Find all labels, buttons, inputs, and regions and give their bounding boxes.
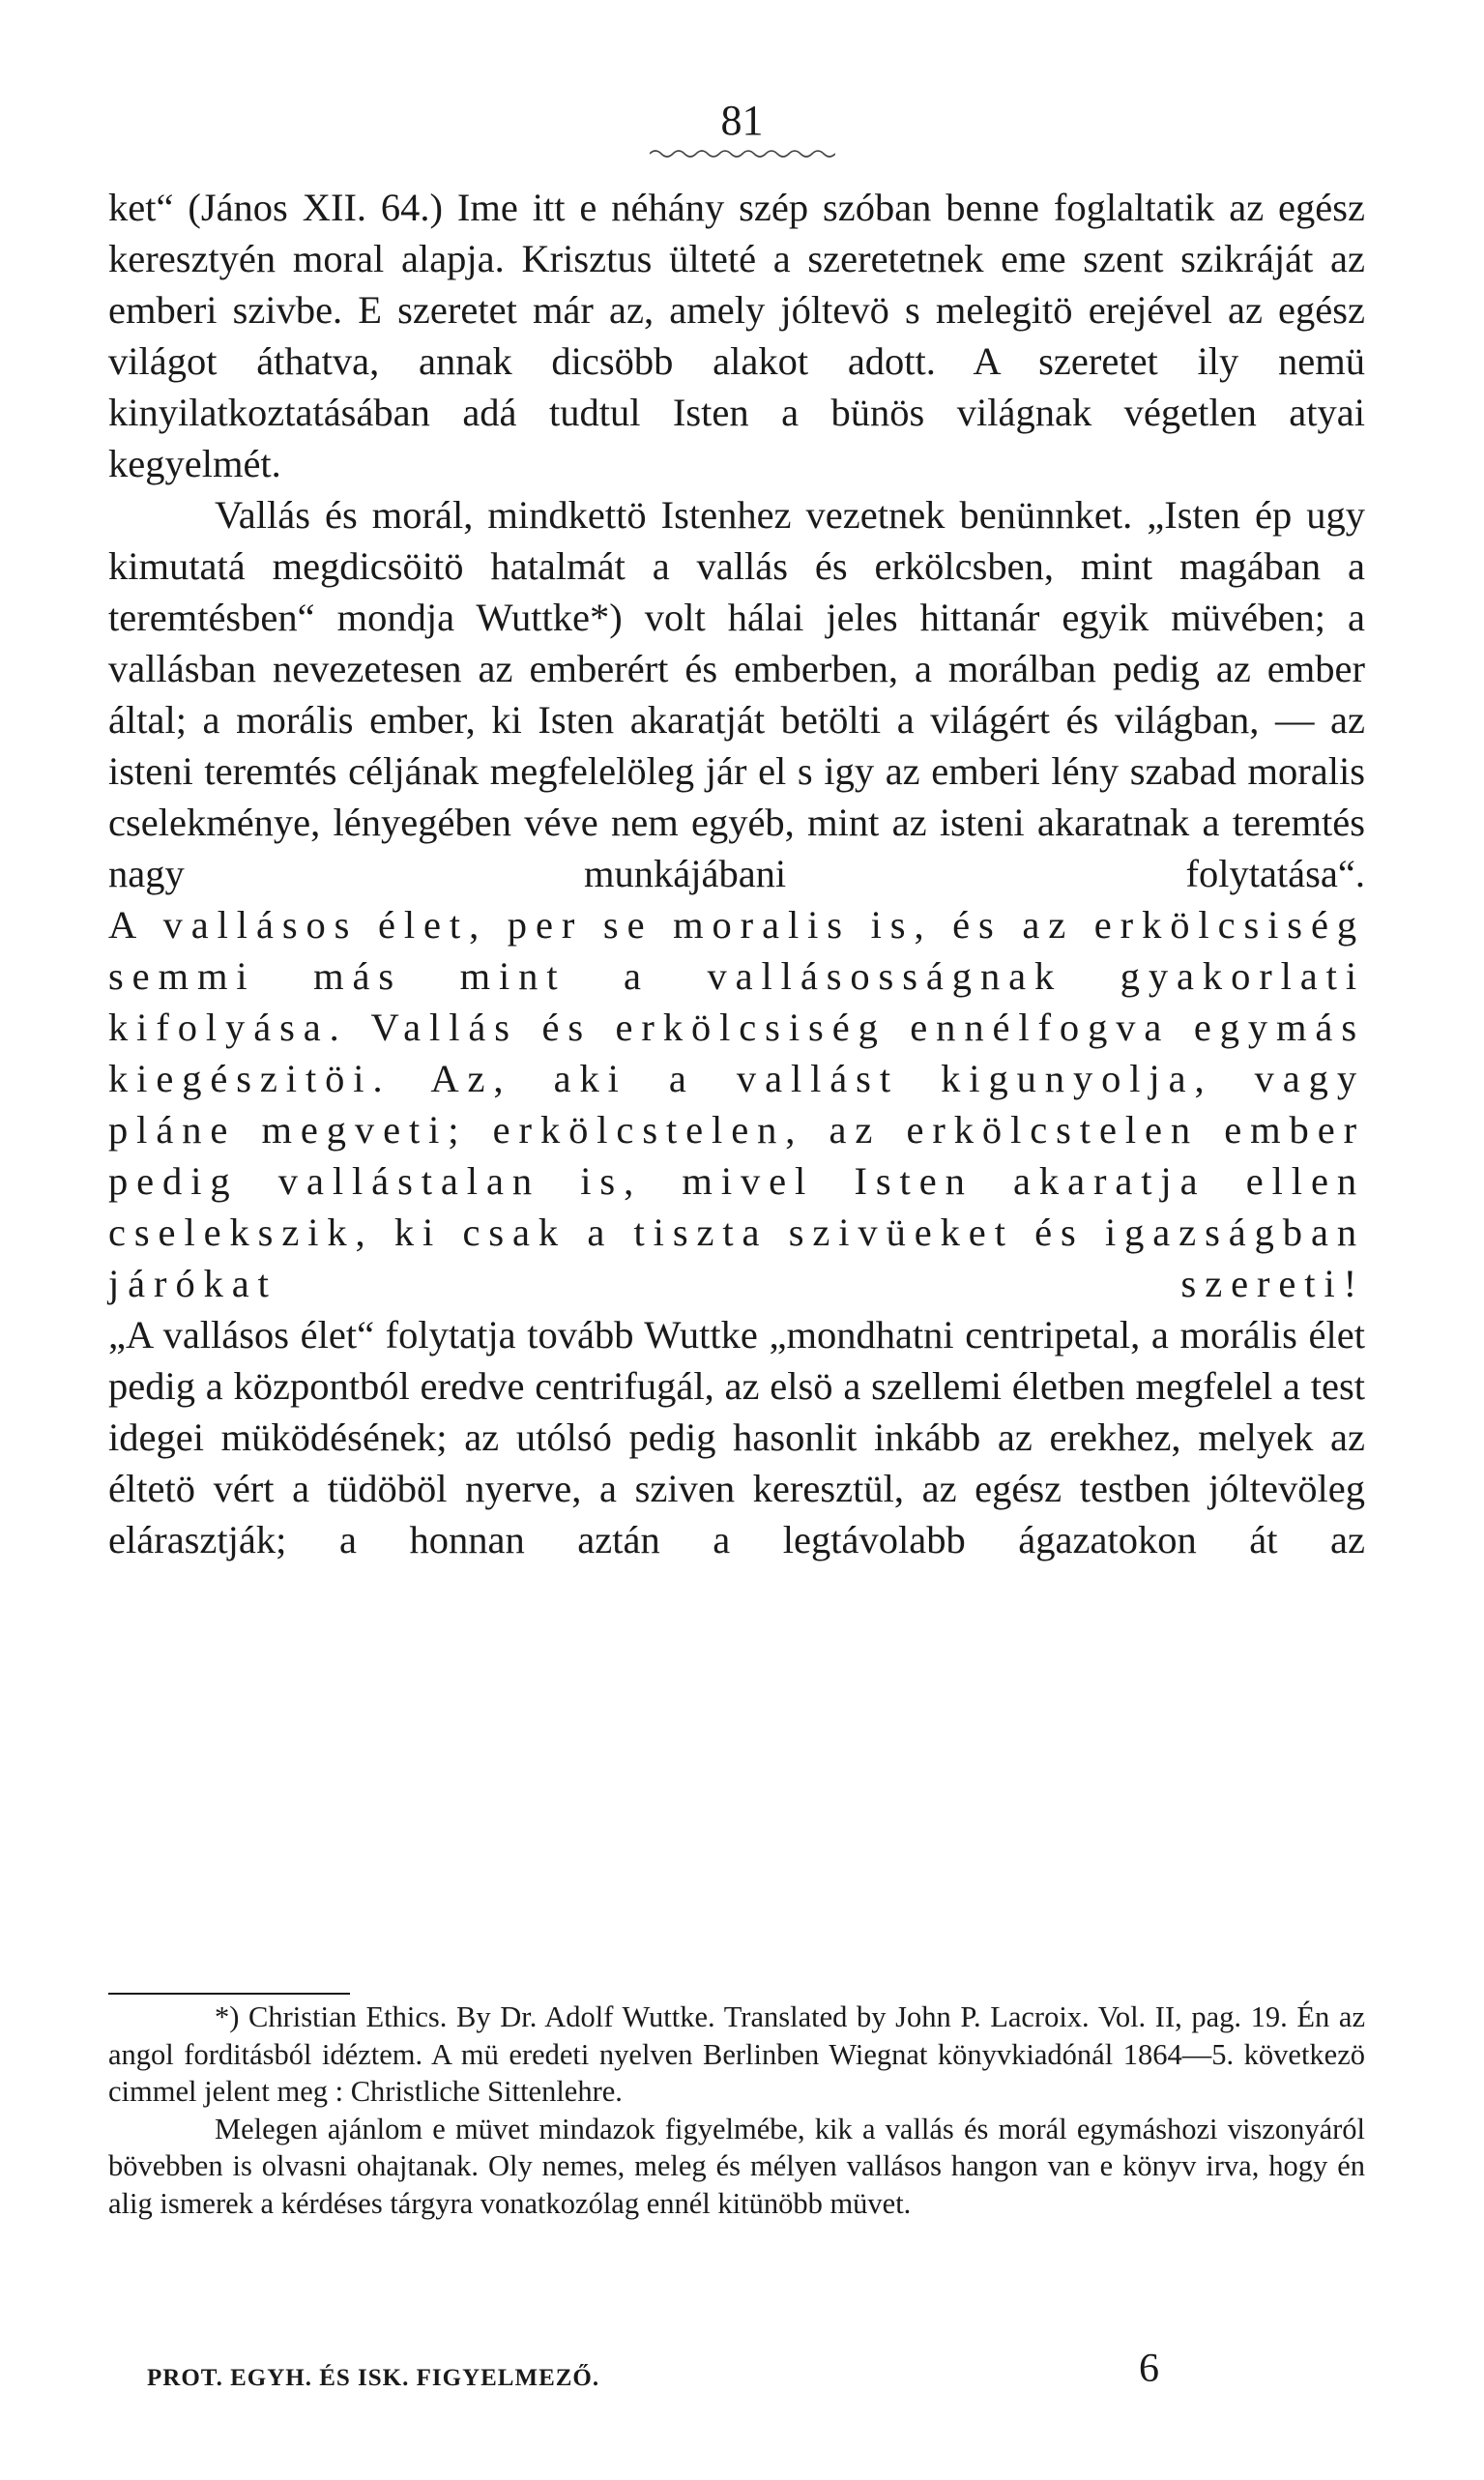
paragraph: A vallásos élet, per se moralis is, és az erkölcsiség semmi más mint a vallásosságnak gyakorlati kifolyása. Vallás és erkölcsiség ennélfogva egymás kiegészitöi. Az, aki a vallást kigunyolja, vagy pláne megveti; erkölcstelen, az erkölcstelen ember pedig vallástalan is, mivel Isten akaratja ellen cselekszik, ki csak a tiszta szivüeket és igazságban járókat szereti! <box>108 903 1365 1305</box>
paragraph: Vallás és morál, mindkettö Istenhez vezetnek benünnket. „Isten ép ugy kimutatá megdicsöitö hatalmát a vallás és erkölcsben, mint magában a teremtésben“ mondja Wuttke*) volt hálai jeles hittanár egyik müvében; a vallásban nevezetesen az emberért és emberben, a morálban pedig az ember által; a morális ember, ki Isten akaratját betölti a világért és világban, — az isteni teremtés céljának megfelelöleg jár el s igy az emberi lény szabad moralis cselekménye, lényegében véve nem egyéb, mint az isteni akaratnak a teremtés nagy munkájábani folytatása“. <box>108 493 1365 895</box>
paragraph: „A vallásos élet“ folytatja tovább Wuttke „mondhatni centripetal, a morális élet pedig a központból eredve centrifugál, az elsö a szellemi életben megfelel a test idegei müködésének; az utólsó pedig hasonlit inkább az erekhez, melyek az éltetö vért a tüdöböl nyerve, a sziven keresztül, az egész testben jóltevöleg elárasztják; a honnan aztán a legtávolabb ágazatokon át az <box>108 1313 1365 1561</box>
footnotes <box>108 1999 1365 2222</box>
body-text <box>108 182 1365 1565</box>
paragraph: ket“ (János XII. 64.) Ime itt e néhány szép szóban benne foglaltatik az egész keresztyén moral alapja. Krisztus ülteté a szeretetnek eme szent szikráját az emberi szivbe. E szeretet már az, amely jóltevö s melegitö erejével az egész világot áthatva, annak dicsöbb alakot adott. A szeretet ily nemü kinyilatkoztatásában adá tudtul Isten a bünös világnak végetlen atyai kegyelmét. <box>108 186 1365 485</box>
footnote-divider <box>108 1993 350 1995</box>
footnote: *) Christian Ethics. By Dr. Adolf Wuttke. Translated by John P. Lacroix. Vol. II, pag. 19. Én az angol forditásból idéztem. A mü eredeti nyelven Berlinben Wiegnat könyvkiadónál 1864—5. következö cimmel jelent meg : Christliche Sittenlehre. <box>108 2000 1365 2108</box>
footnote: Melegen ajánlom e müvet mindazok figyelmébe, kik a vallás és morál egymáshozi viszonyáról bövebben is olvasni ohajtanak. Oly nemes, meleg és mélyen vallásos hangon van e könyv irva, hogy én alig ismerek a kérdéses tárgyra vonatkozólag ennél kitünöbb müvet. <box>108 2112 1365 2220</box>
page-number: 81 <box>720 97 764 144</box>
journal-footer: PROT. EGYH. ÉS ISK. FIGYELMEZŐ. <box>147 2365 600 2391</box>
signature-mark: 6 <box>1139 2347 1159 2391</box>
decorative-rule <box>650 147 835 160</box>
